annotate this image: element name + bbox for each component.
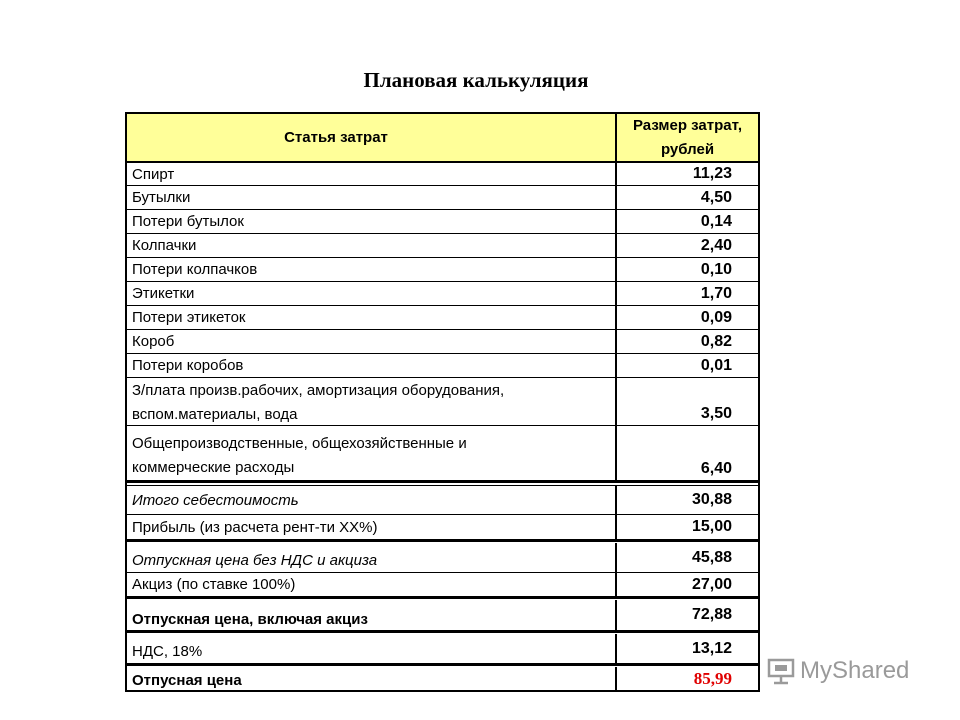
table-row (127, 515, 758, 539)
cost-table (125, 112, 760, 692)
row-value: 1,70 (700, 284, 732, 302)
row-label: Потери колпачков (127, 258, 617, 281)
table-row (127, 234, 758, 257)
table-row (127, 306, 758, 329)
row-label: Отпусная цена (127, 667, 617, 690)
table-row (127, 330, 758, 353)
row-value: 2,40 (700, 236, 732, 254)
row-label: Бутылки (127, 186, 617, 209)
row-label (127, 426, 617, 480)
table-row (127, 258, 758, 281)
header-cost-column (617, 114, 758, 161)
table-row (127, 378, 758, 425)
row-label: Акциз (по ставке 100%) (127, 573, 617, 596)
row-divider (127, 539, 758, 542)
row-value: 3,50 (700, 405, 732, 422)
table-row (127, 634, 758, 663)
row-label: Колпачки (127, 234, 617, 257)
header-cost-line1: Размер затрат, (632, 116, 743, 134)
row-divider (127, 480, 758, 483)
row-label: НДС, 18% (127, 634, 617, 663)
row-value: 4,50 (700, 188, 732, 206)
row-label-line2: коммерческие расходы (132, 459, 295, 476)
table-header-row (127, 114, 758, 161)
projector-icon (766, 656, 796, 686)
row-value: 13,12 (691, 639, 732, 657)
row-label: Короб (127, 330, 617, 353)
row-value: 27,00 (691, 575, 732, 593)
table-row (127, 573, 758, 596)
row-value: 30,88 (691, 491, 732, 508)
row-value: 0,09 (700, 308, 732, 326)
row-label: Этикетки (127, 282, 617, 305)
row-value: 0,01 (700, 356, 732, 374)
final-price-value: 85,99 (693, 668, 732, 688)
row-value: 6,40 (700, 460, 732, 477)
table-row (127, 354, 758, 377)
watermark (766, 656, 909, 686)
header-cost-line2: рублей (660, 140, 715, 158)
header-item-column: Статья затрат (127, 114, 617, 161)
row-label: Потери этикеток (127, 306, 617, 329)
watermark-text: MyShared (800, 657, 910, 684)
table-row (127, 282, 758, 305)
table-row (127, 163, 758, 185)
row-value: 0,82 (700, 332, 732, 350)
table-row (127, 600, 758, 630)
row-value: 45,88 (691, 548, 732, 566)
page-title: Плановая калькуляция (363, 68, 589, 92)
row-label (127, 378, 617, 425)
row-value: 0,10 (700, 260, 732, 278)
row-label-line1: З/плата произв.рабочих, амортизация оборудования, (132, 382, 505, 399)
row-value: 72,88 (691, 606, 732, 623)
table-row (127, 667, 758, 690)
row-label: Отпускная цена, включая акциз (127, 600, 617, 630)
row-label: Прибыль (из расчета рент-ти ХХ%) (127, 515, 617, 539)
row-divider (127, 630, 758, 633)
row-label-line1: Общепроизводственные, общехозяйственные и (132, 435, 467, 452)
row-label: Потери бутылок (127, 210, 617, 233)
table-row (127, 426, 758, 480)
row-label: Потери коробов (127, 354, 617, 377)
row-label: Отпускная цена без НДС и акциза (127, 543, 617, 572)
table-row (127, 210, 758, 233)
table-row (127, 543, 758, 572)
row-label: Спирт (127, 163, 617, 185)
row-label-line2: вспом.материалы, вода (132, 406, 298, 423)
row-label: Итого себестоимость (127, 486, 617, 514)
row-divider (127, 596, 758, 599)
table-row (127, 486, 758, 514)
row-value: 0,14 (700, 212, 732, 230)
row-value: 15,00 (691, 518, 732, 535)
row-divider (127, 663, 758, 666)
row-value: 11,23 (692, 165, 732, 182)
table-row (127, 186, 758, 209)
